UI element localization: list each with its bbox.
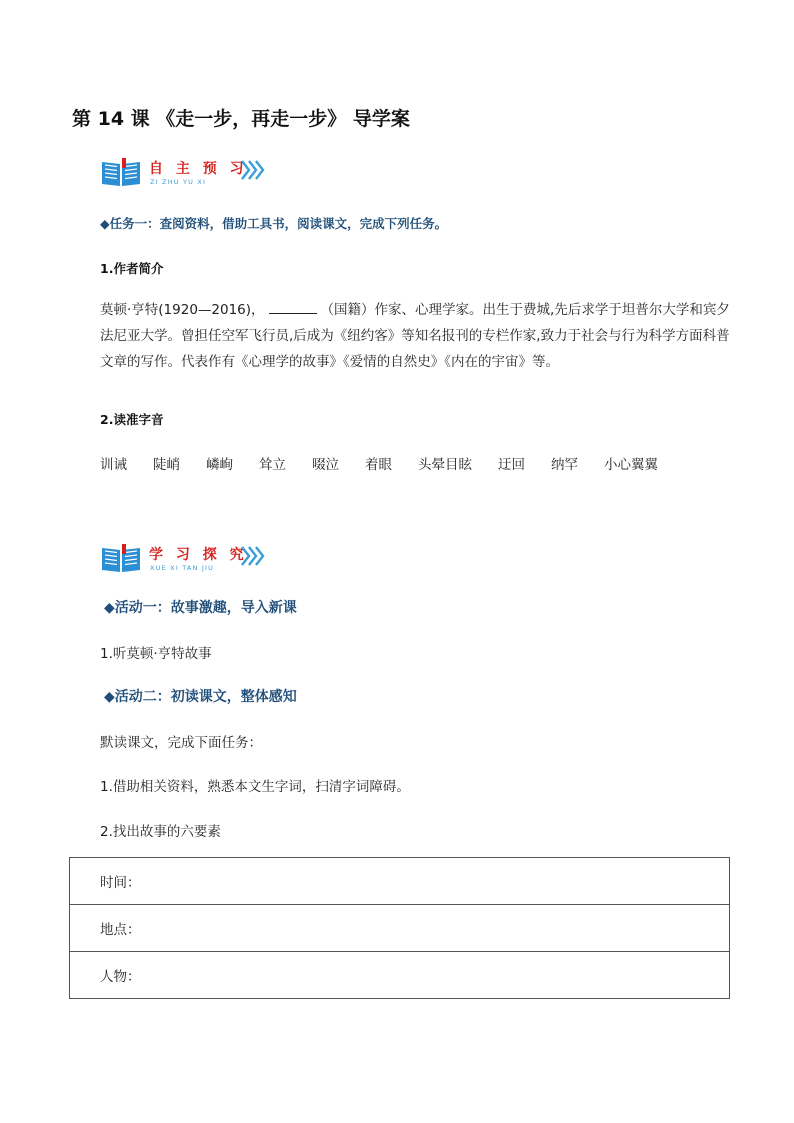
nationality-blank[interactable] — [269, 300, 317, 314]
word-item: 着眼 — [365, 457, 392, 473]
triple-chevron-icon — [240, 544, 266, 568]
table-cell-time[interactable]: 时间： — [70, 858, 730, 905]
page-title: 第 14 课 《走一步，再走一步》 导学案 — [72, 108, 410, 130]
activity-two-item-1: 1.借助相关资料，熟悉本文生字词，扫清字词障碍。 — [100, 779, 410, 795]
table-row — [70, 905, 730, 952]
author-intro-part1: 莫顿·亨特(1920—2016)， — [100, 302, 265, 318]
activity-one-heading: ◆活动一：故事激趣，导入新课 — [104, 600, 297, 616]
task-one: ◆任务一：查阅资料，借助工具书，阅读课文，完成下列任务。 — [100, 216, 448, 231]
section-pinyin: ZI ZHU YU XI — [150, 178, 207, 186]
word-list — [100, 453, 684, 473]
word-item: 小心翼翼 — [604, 457, 658, 473]
activity-two-intro: 默读课文，完成下面任务： — [100, 735, 262, 751]
triple-chevron-icon — [240, 158, 266, 182]
section-title: 自 主 预 习 — [149, 161, 248, 177]
word-item: 纳罕 — [551, 457, 578, 473]
word-item: 啜泣 — [312, 457, 339, 473]
author-heading: 1.作者简介 — [100, 261, 164, 276]
section-pinyin: XUE XI TAN JIU — [150, 564, 215, 572]
word-item: 迂回 — [498, 457, 525, 473]
author-intro-part2: （国籍）作家、心理学家。出生于费城,先后求学于坦普尔大学和宾夕法尼亚大学。曾担任空军飞行员,后成为《纽约客》等知名报刊的专栏作家,致力于社会与行为科学方面科普文章的写作。代表作有《心理学的故事》《爱情的自然史》《内在的宇宙》等。 — [100, 302, 730, 370]
activity-one-item: 1.听莫顿·亨特故事 — [100, 646, 212, 662]
activity-two-heading: ◆活动二：初读课文，整体感知 — [104, 689, 297, 705]
word-item: 训诫 — [100, 457, 127, 473]
author-intro — [100, 297, 730, 375]
table-cell-people[interactable]: 人物： — [70, 952, 730, 999]
activity-two-item-2: 2.找出故事的六要素 — [100, 824, 221, 840]
word-item: 陡峭 — [153, 457, 180, 473]
open-book-icon — [100, 544, 142, 574]
word-item: 耸立 — [259, 457, 286, 473]
table-row — [70, 858, 730, 905]
section-banner-explore — [100, 544, 300, 580]
word-item: 头晕目眩 — [418, 457, 472, 473]
pronounce-heading: 2.读准字音 — [100, 412, 164, 427]
open-book-icon — [100, 158, 142, 188]
story-elements-table — [69, 857, 730, 999]
section-title: 学 习 探 究 — [149, 547, 248, 563]
section-banner-preview — [100, 158, 300, 194]
table-row — [70, 952, 730, 999]
word-item: 嶙峋 — [206, 457, 233, 473]
table-cell-place[interactable]: 地点： — [70, 905, 730, 952]
